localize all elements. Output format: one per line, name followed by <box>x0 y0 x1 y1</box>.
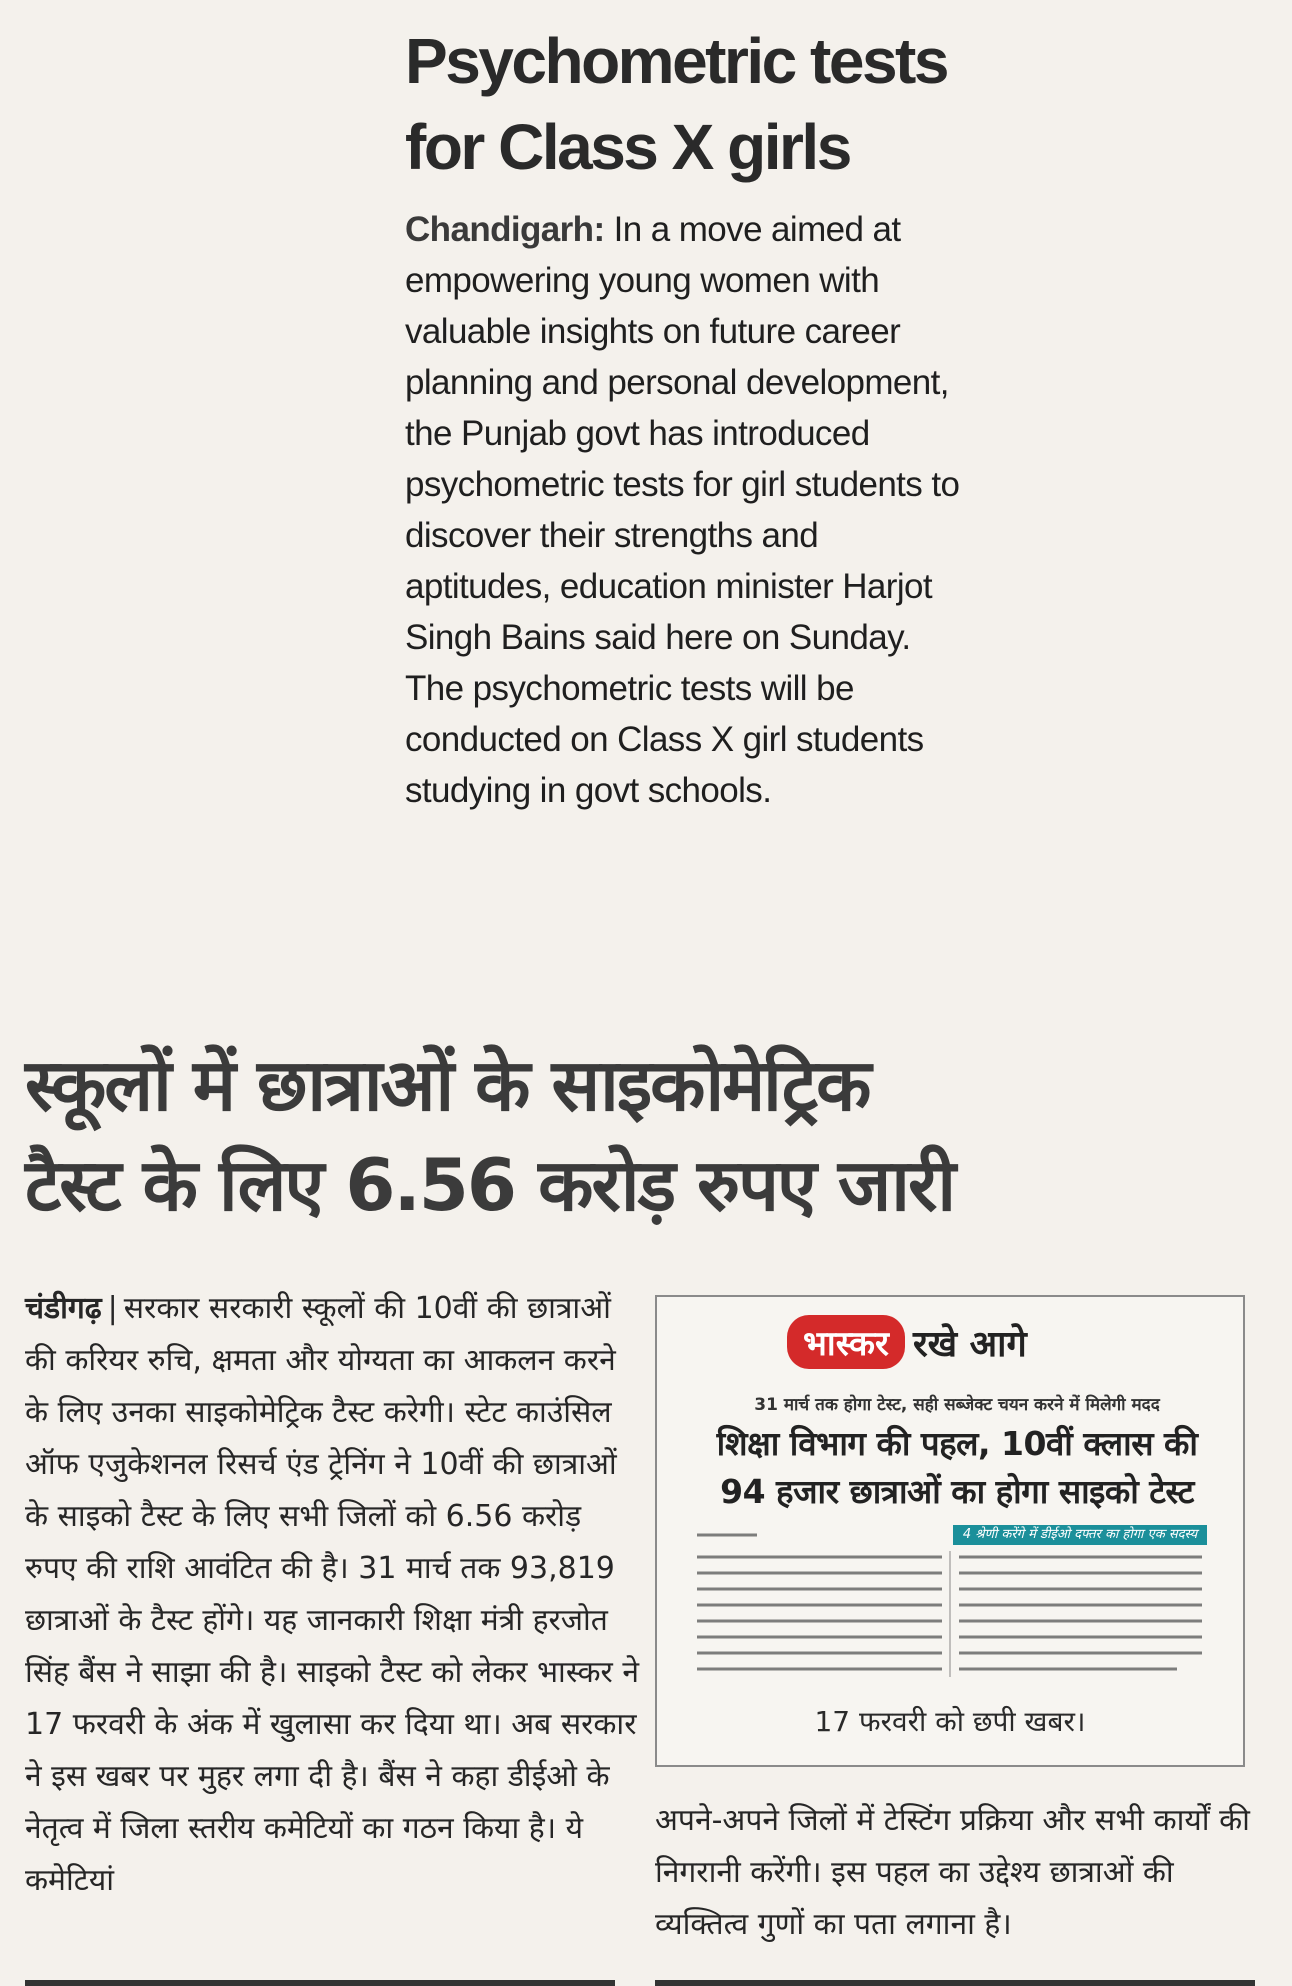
clipping-text-lines <box>697 1525 1207 1685</box>
brand-header <box>787 1315 1027 1369</box>
hindi-headline-line1: स्कूलों में छात्राओं के साइकोमेट्रिक <box>25 1043 870 1127</box>
previous-story-box <box>655 1295 1245 1767</box>
hindi-dateline: चंडीगढ़ <box>25 1291 102 1326</box>
hindi-headline-line2: टैस्ट के लिए 6.56 करोड़ रुपए जारी <box>25 1143 955 1227</box>
dateline-separator: | <box>107 1291 118 1326</box>
hindi-body-left <box>25 1283 640 1907</box>
english-body <box>405 204 965 816</box>
english-headline-line1: Psychometric tests <box>405 25 947 97</box>
hindi-body-right: अपने-अपने जिलों में टेस्टिंग प्रक्रिया और सभी कार्यों की निगरानी करेंगी। इस पहल का उद्देश्य छात्राओं की व्यक्तित्व गुणों का पता लगाना है। <box>655 1803 1250 1942</box>
brand-logo: भास्कर <box>787 1315 905 1369</box>
clipping-kicker: 31 मार्च तक होगा टेस्ट, सही सब्जेक्ट चयन करने में मिलेगी मदद <box>754 1395 1160 1415</box>
clipping-subhead: 4 श्रेणी करेंगे में डीईओ दफ्तर का होगा एक सदस्य <box>953 1525 1207 1545</box>
clipping-thumbnail <box>697 1525 1207 1685</box>
cutoff-text-line <box>25 1965 1265 1986</box>
english-dateline: Chandigarh: <box>405 210 605 249</box>
clipping-caption: 17 फरवरी को छपी खबर। <box>814 1705 1086 1738</box>
english-headline-line2: for Class X girls <box>405 111 850 183</box>
brand-tagline: रखे आगे <box>912 1323 1027 1365</box>
english-article <box>405 18 965 816</box>
clipping-headline: शिक्षा विभाग की पहल, 10वीं क्लास की 94 हजार छात्राओं का होगा साइको टेस्ट <box>716 1424 1198 1511</box>
english-headline <box>405 18 965 190</box>
english-body-text: In a move aimed at empowering young women with valuable insights on future career planning and personal development, the Punjab govt has introduced psychometric tests for girl students to discover their strengths and aptitudes, education minister Harjot Singh Bains said here on Sunday. The psychometric tests will be conducted on Class X girl students studying in govt schools. <box>405 210 960 810</box>
hindi-headline <box>25 1035 1275 1235</box>
hindi-body-left-text: सरकार सरकारी स्कूलों की 10वीं की छात्राओं की करियर रुचि, क्षमता और योग्यता का आकलन करने के लिए उनका साइकोमेट्रिक टैस्ट करेगी। स्टेट काउंसिल ऑफ एजुकेशनल रिसर्च एंड ट्रेनिंग ने 10वीं की छात्राओं के साइको टैस्ट के लिए सभी जिलों को 6.56 करोड़ रुपए की राशि आवंटित की है। 31 मार्च तक 93,819 छात्राओं के टैस्ट होंगे। यह जानकारी शिक्षा मंत्री हरजोत सिंह बैंस ने साझा की है। साइको टैस्ट को लेकर भास्कर ने 17 फरवरी के अंक में खुलासा कर दिया था। अब सरकार ने इस खबर पर मुहर लगा दी है। बैंस ने कहा डीईओ के नेतृत्व में जिला स्तरीय कमेटियों का गठन किया है। ये कमेटियां <box>25 1291 639 1898</box>
